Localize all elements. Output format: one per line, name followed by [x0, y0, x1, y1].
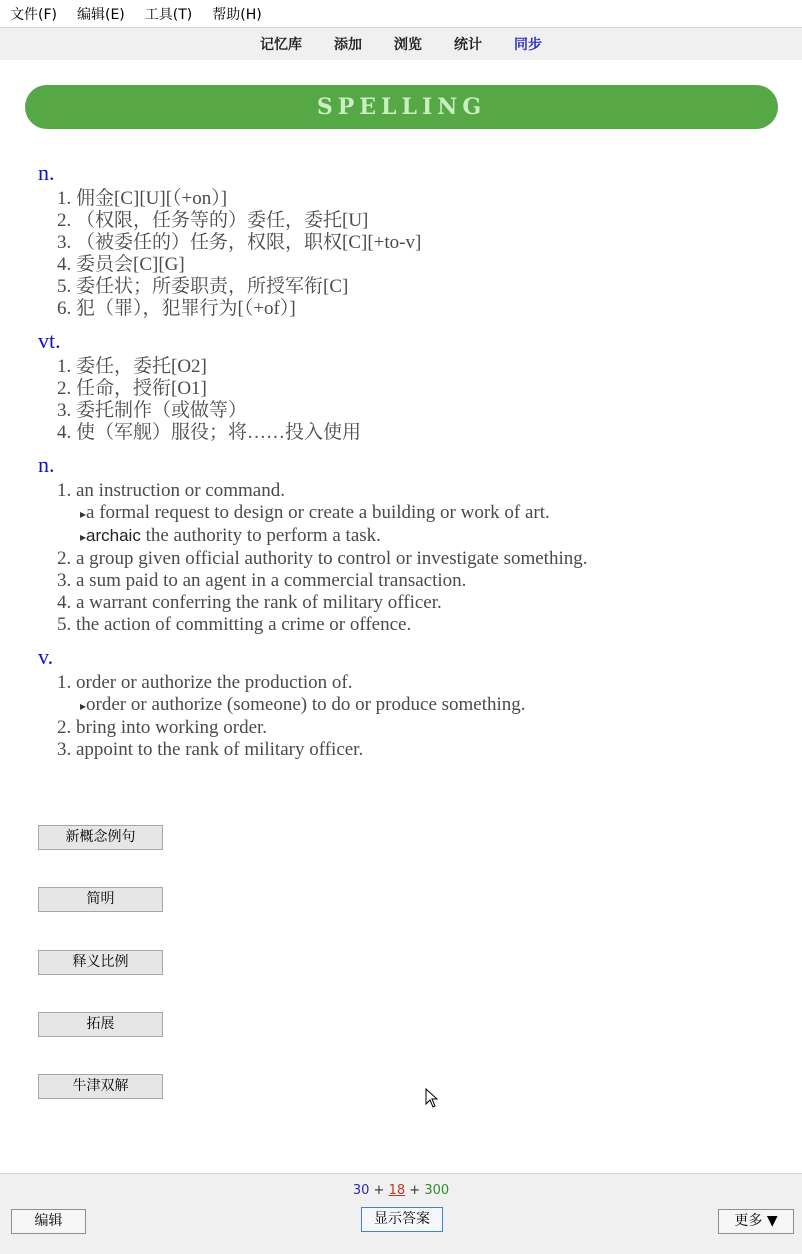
definition-text: an instruction or command. [76, 480, 285, 501]
pos-label: n. [38, 452, 55, 477]
definition-item: 4. 委员会[C][G] [76, 254, 778, 276]
definition-item: 4. a warrant conferring the rank of military officer. [76, 592, 778, 614]
definition-list [38, 188, 778, 320]
definition-list [38, 356, 778, 444]
show-answer-button[interactable]: 显示答案 [361, 1207, 443, 1232]
review-count: 300 [424, 1183, 450, 1198]
definition-ratio-button[interactable]: 释义比例 [38, 950, 163, 975]
menu-file[interactable]: 文件(F) [10, 6, 57, 23]
definition-item [76, 672, 778, 717]
pos-label: v. [38, 644, 54, 669]
more-button[interactable]: 更多 ▼ [718, 1209, 794, 1234]
menu-edit[interactable]: 编辑(E) [76, 6, 125, 23]
definition-list [38, 480, 778, 636]
definition-item: 6. 犯（罪），犯罪行为[（+of）] [76, 298, 778, 320]
definition-item: 2. 任命，授衔[O1] [76, 378, 778, 400]
toolbar-browse[interactable]: 浏览 [394, 37, 422, 53]
toolbar-sync[interactable]: 同步 [514, 37, 542, 53]
learn-count: 18 [388, 1183, 406, 1198]
sub-definition-text: order or authorize (someone) to do or produce something. [86, 694, 526, 715]
menubar [0, 0, 802, 28]
definition-item: 2. a group given official authority to control or investigate something. [76, 548, 778, 570]
sub-definition-item [80, 502, 778, 525]
plus-separator: + [373, 1183, 385, 1198]
sub-definition-text: the authority to perform a task. [140, 525, 381, 546]
sub-definition-item [80, 694, 778, 717]
definition-list [38, 672, 778, 761]
definition-item: 4. 使（军舰）服役；将……投入使用 [76, 422, 778, 444]
definitions [38, 158, 778, 767]
pos-label: vt. [38, 328, 61, 353]
toolbar-add[interactable]: 添加 [334, 37, 362, 53]
plus-separator: + [409, 1183, 421, 1198]
example-sentences-button[interactable]: 新概念例句 [38, 825, 163, 850]
definition-item: 3. （被委任的）任务，权限，职权[C][+to-v] [76, 232, 778, 254]
word-banner [25, 85, 778, 129]
toolbar-stats[interactable]: 统计 [454, 37, 482, 53]
definition-item: 2. （权限，任务等的）委任，委托[U] [76, 210, 778, 232]
sub-definition-item [80, 525, 778, 548]
due-counts [0, 1183, 802, 1198]
definition-text: order or authorize the production of. [76, 672, 353, 693]
new-count: 30 [352, 1183, 370, 1198]
definition-item: 3. appoint to the rank of military officer. [76, 739, 778, 761]
sub-definition-list [76, 694, 778, 717]
definition-item: 5. the action of committing a crime or offence. [76, 614, 778, 636]
toolbar-decks[interactable]: 记忆库 [260, 37, 302, 53]
definition-item: 1. 委任，委托[O2] [76, 356, 778, 378]
sub-definition-text: a formal request to design or create a building or work of art. [86, 502, 550, 523]
definition-item: 1. 佣金[C][U][（+on）] [76, 188, 778, 210]
definition-item: 3. a sum paid to an agent in a commercial transaction. [76, 570, 778, 592]
oxford-bilingual-button[interactable]: 牛津双解 [38, 1074, 163, 1099]
toolbar [0, 28, 802, 60]
definition-item: 5. 委任状；所委职责，所授军衔[C] [76, 276, 778, 298]
sub-definition-list [76, 502, 778, 548]
mouse-cursor-icon [425, 1088, 439, 1108]
concise-button[interactable]: 简明 [38, 887, 163, 912]
definition-item: 2. bring into working order. [76, 717, 778, 739]
word-banner-text: SPELLING [316, 94, 487, 120]
menu-tools[interactable]: 工具(T) [144, 6, 193, 23]
menu-help[interactable]: 帮助(H) [212, 6, 262, 23]
edit-button[interactable]: 编辑 [11, 1209, 86, 1234]
definition-item [76, 480, 778, 548]
extension-button[interactable]: 拓展 [38, 1012, 163, 1037]
card-view [0, 60, 802, 1173]
pos-label: n. [38, 160, 55, 185]
definition-item: 3. 委托制作（或做等） [76, 400, 778, 422]
bottom-bar [0, 1173, 802, 1254]
register-tag: archaic [86, 526, 141, 545]
